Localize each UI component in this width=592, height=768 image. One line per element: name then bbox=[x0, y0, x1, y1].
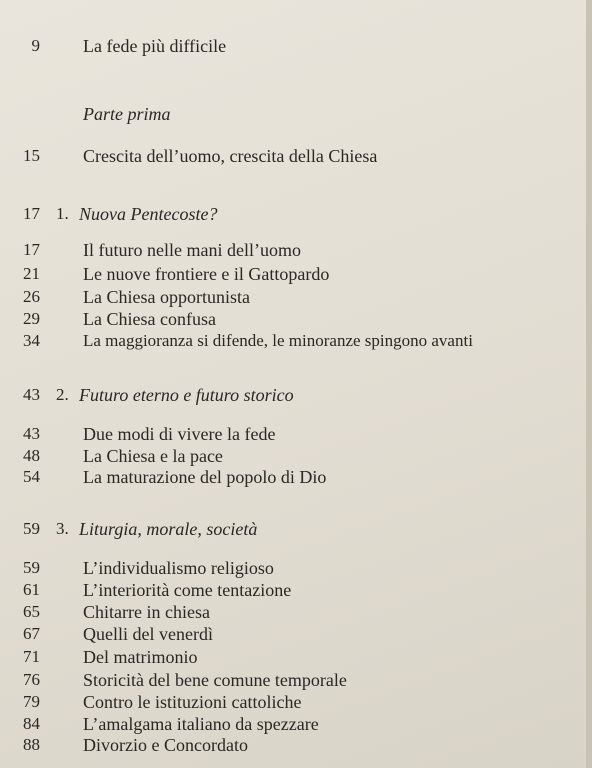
page-number: 59 bbox=[23, 558, 40, 577]
page-number: 17 bbox=[23, 204, 40, 223]
entry-title: Storicità del bene comune temporale bbox=[83, 670, 347, 690]
page-number: 17 bbox=[23, 240, 40, 259]
entry-title: Divorzio e Concordato bbox=[83, 735, 248, 755]
chapter-title: Futuro eterno e futuro storico bbox=[79, 385, 294, 405]
entry-title: Quelli del venerdì bbox=[83, 624, 213, 644]
part-label: Parte prima bbox=[83, 104, 171, 124]
page-number: 29 bbox=[23, 309, 40, 328]
chapter-number: 1. bbox=[56, 204, 69, 223]
page-number: 61 bbox=[23, 580, 40, 599]
entry-title: Le nuove frontiere e il Gattopardo bbox=[83, 264, 330, 284]
chapter-number: 3. bbox=[56, 519, 69, 538]
page-number: 84 bbox=[23, 714, 40, 733]
entry-title: La Chiesa confusa bbox=[83, 309, 216, 329]
page-edge bbox=[586, 0, 592, 768]
chapter-title: Liturgia, morale, società bbox=[79, 519, 258, 539]
page-number: 34 bbox=[23, 331, 40, 350]
chapter-title: Nuova Pentecoste? bbox=[79, 204, 218, 224]
entry-title: La Chiesa opportunista bbox=[83, 287, 250, 307]
page-number: 76 bbox=[23, 670, 40, 689]
page-number: 54 bbox=[23, 467, 40, 486]
page-number: 43 bbox=[23, 385, 40, 404]
entry-title: Chitarre in chiesa bbox=[83, 602, 210, 622]
page-number: 48 bbox=[23, 446, 40, 465]
entry-title: La maggioranza si difende, le minoranze spingono avanti bbox=[83, 331, 473, 350]
entry-title: L’interiorità come tentazione bbox=[83, 580, 292, 600]
entry-title: Il futuro nelle mani dell’uomo bbox=[83, 240, 301, 260]
entry-title: Contro le istituzioni cattoliche bbox=[83, 692, 302, 712]
page-number: 79 bbox=[23, 692, 40, 711]
entry-title: La fede più difficile bbox=[83, 36, 227, 56]
entry-title: L’individualismo religioso bbox=[83, 558, 274, 578]
page-number: 26 bbox=[23, 287, 40, 306]
page-number: 67 bbox=[23, 624, 40, 643]
page-number: 43 bbox=[23, 424, 40, 443]
entry-title: Due modi di vivere la fede bbox=[83, 424, 276, 444]
page-number: 9 bbox=[31, 36, 40, 55]
entry-title: La maturazione del popolo di Dio bbox=[83, 467, 327, 487]
page-number: 65 bbox=[23, 602, 40, 621]
entry-title: La Chiesa e la pace bbox=[83, 446, 223, 466]
page-number: 15 bbox=[23, 146, 40, 165]
entry-title: Del matrimonio bbox=[83, 647, 198, 667]
page-number: 59 bbox=[23, 519, 40, 538]
entry-title: L’amalgama italiano da spezzare bbox=[83, 714, 319, 734]
page-number: 88 bbox=[23, 735, 40, 754]
page-number: 71 bbox=[23, 647, 40, 666]
chapter-number: 2. bbox=[56, 385, 69, 404]
entry-title: Crescita dell’uomo, crescita della Chiesa bbox=[83, 146, 378, 166]
page-number: 21 bbox=[23, 264, 40, 283]
